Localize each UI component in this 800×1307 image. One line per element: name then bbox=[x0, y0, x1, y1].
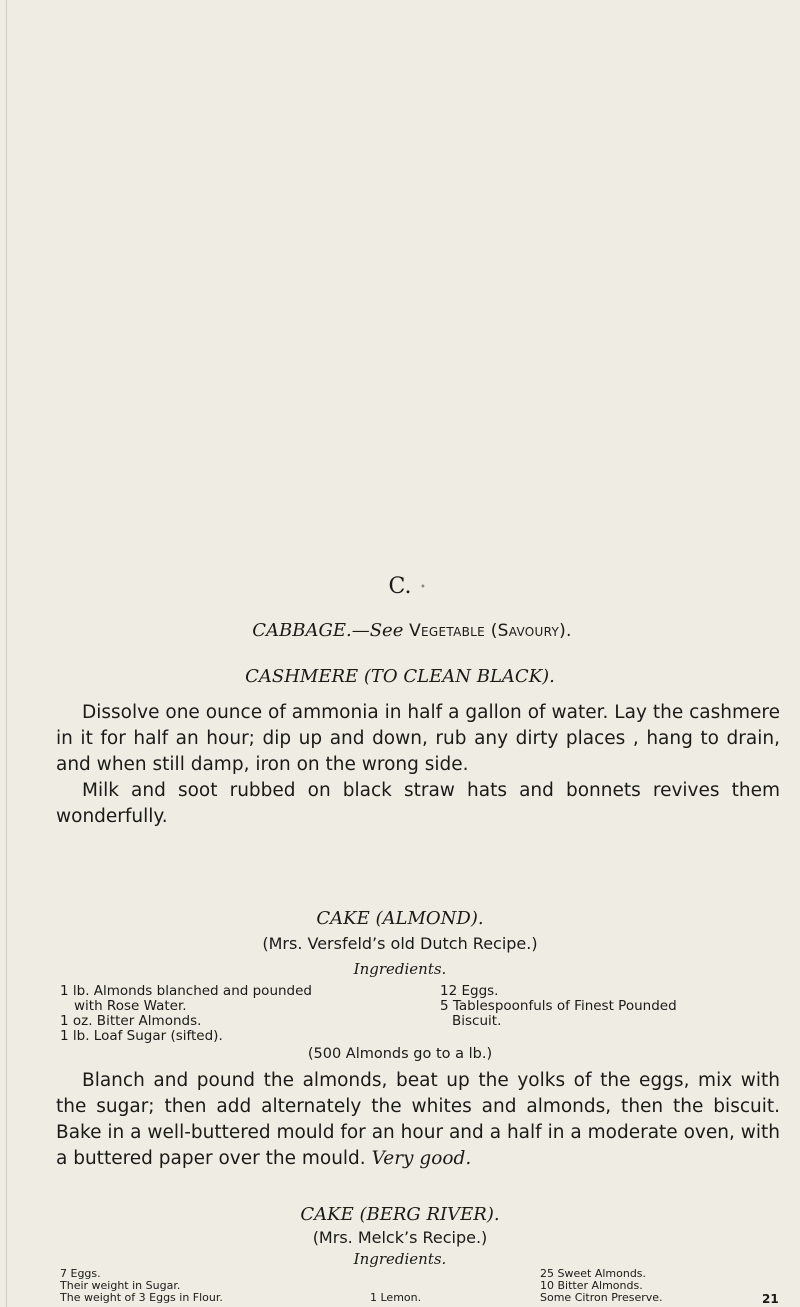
ingredient: 25 Sweet Almonds. bbox=[540, 1267, 647, 1280]
cashmere-paragraph-1: Dissolve one ounce of ammonia in half a gallon of water. Lay the cashmere in it for half an hour; dip up and down, rub any dirty places , hang to drain, and when still damp, iron on the wrong side. bbox=[56, 702, 780, 775]
cake-berg-title: CAKE (BERG RIVER). bbox=[300, 1204, 500, 1225]
ingredient: Their weight in Sugar. bbox=[60, 1279, 181, 1292]
ingredient: 1 lb. Almonds blanched and pounded bbox=[60, 983, 312, 999]
ingredient: 7 Eggs. bbox=[60, 1267, 101, 1280]
cashmere-instructions bbox=[56, 700, 780, 830]
cabbage-title: CABBAGE. bbox=[252, 620, 352, 641]
cake-berg-ingredients-left bbox=[60, 1268, 360, 1304]
cake-almond-method bbox=[56, 1068, 780, 1172]
ingredient: Biscuit. bbox=[452, 1013, 502, 1029]
cake-almond-ingredients-heading: Ingredients. bbox=[353, 960, 447, 978]
cake-almond-source: (Mrs. Versfeld’s old Dutch Recipe.) bbox=[262, 934, 538, 953]
cake-almond-body: Blanch and pound the almonds, beat up the yolks of the eggs, mix with the sugar; then add alternately the whites and almonds, then the biscuit. Bake in a well-buttered mould for an hour and a half in a moderate oven, with a buttered paper over the mould. bbox=[56, 1070, 780, 1169]
ingredient: 10 Bitter Almonds. bbox=[540, 1279, 643, 1292]
cabbage-see: —See bbox=[351, 620, 404, 641]
page-number: 21 bbox=[762, 1292, 779, 1306]
cashmere-title: CASHMERE (TO CLEAN BLACK). bbox=[245, 666, 555, 687]
cabbage-entry bbox=[172, 620, 652, 641]
cashmere-paragraph-2: Milk and soot rubbed on black straw hats and bonnets revives them wonderfully. bbox=[56, 780, 780, 827]
cake-almond-ingredients-right bbox=[440, 984, 760, 1029]
ingredient: 1 lb. Loaf Sugar (sifted). bbox=[60, 1028, 223, 1044]
section-letter-text: C. bbox=[388, 574, 412, 599]
ingredient: 12 Eggs. bbox=[440, 983, 499, 999]
cake-almond-title: CAKE (ALMOND). bbox=[316, 908, 484, 929]
ingredient: 1 oz. Bitter Almonds. bbox=[60, 1013, 202, 1029]
cake-berg-ingredients-heading: Ingredients. bbox=[353, 1250, 447, 1268]
ingredient: with Rose Water. bbox=[74, 998, 187, 1014]
section-letter bbox=[0, 574, 800, 599]
ingredient: The weight of 3 Eggs in Flour. bbox=[60, 1291, 223, 1304]
ingredient: Some Citron Preserve. bbox=[540, 1291, 663, 1304]
cake-almond-note: (500 Almonds go to a lb.) bbox=[307, 1046, 493, 1062]
cake-almond-ingredients-left bbox=[60, 984, 360, 1044]
cake-berg-source: (Mrs. Melck’s Recipe.) bbox=[312, 1228, 488, 1247]
ingredient: 5 Tablespoonfuls of Finest Pounded bbox=[440, 998, 677, 1014]
cake-almond-verdict: Very good. bbox=[371, 1148, 472, 1169]
cake-berg-ingredients-right bbox=[540, 1268, 760, 1304]
ink-dot: • bbox=[420, 582, 426, 593]
cabbage-reference: Vegetable (Savoury). bbox=[409, 621, 572, 641]
cake-berg-lemon: 1 Lemon. bbox=[370, 1291, 422, 1304]
